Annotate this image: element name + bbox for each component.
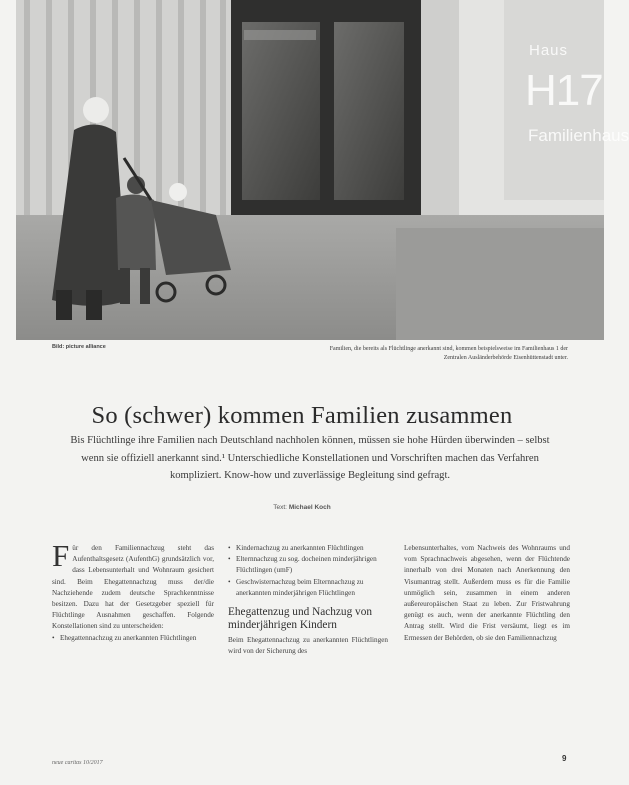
column-3 bbox=[404, 543, 570, 644]
sign-familienhaus-text: Familienhaus bbox=[528, 126, 629, 145]
column-1-bullet-list bbox=[52, 633, 214, 644]
column-1-text: ür den Familiennachzug steht das Aufenthaltsgesetz (AufenthG) grundsätzlich vor, dass Lebensunterhalt und Wohnraum gesichert sind. Beim Ehegattennachzug muss der/die Nachziehende zudem deutsche Sprachkenntnisse besitzen. Dazu hat der Gesetzgeber speziell für Flüchtlinge Ausnahmen geschaffen. Folgende Konstellationen sind zu unterscheiden: bbox=[52, 544, 214, 631]
article-lead: Bis Flüchtlinge ihre Familien nach Deutschland nachholen können, müssen sie hohe Hürden überwinden – selbst wenn sie offiziell anerkannt sind.¹ Unterschiedliche Konstellationen und Vorschriften machen das Verfahren kompliziert. Know-how und zuverlässige Begleitung sind gefragt. bbox=[70, 435, 550, 481]
list-item: • Kindernachzug zu anerkannten Flüchtlingen bbox=[228, 543, 388, 554]
photo-caption: Familien, die bereits als Flüchtlinge anerkannt sind, kommen beispielsweise im Familienhaus 1 der Zentralen Ausländerbehörde Eisenhüttenstadt unter. bbox=[329, 346, 568, 361]
drop-cap: F bbox=[52, 538, 70, 573]
column-3-text: Lebensunterhaltes, vom Nachweis des Wohnraums und vom Sprachnachweis abgesehen, wenn der Flüchtende innerhalb von drei Monaten nach Anerkennung den Visumantrag stellt. Außerdem muss es für die Familie unmöglich sein, zusammen in einem anderen außereuropäischen Staat zu leben. Zur Fristwahrung genügt es auch, wenn der anerkannte Flüchtling den Antrag stellt. Wird die Frist versäumt, liegt es im Ermessen der Behörden, ob sie den Familiennachzug bbox=[404, 544, 570, 642]
article-headline: So (schwer) kommen Familien zusammen bbox=[91, 402, 513, 429]
list-item: • Geschwisternachzug beim Elternnachzug zu anerkannten minderjährigen Flüchtlingen bbox=[228, 577, 388, 599]
article-byline bbox=[0, 504, 604, 511]
page-number: 9 bbox=[562, 754, 567, 763]
column-2-bullet-list bbox=[228, 543, 388, 599]
footer-publication: neue caritas 10/2017 bbox=[52, 760, 103, 766]
sign-h17-text: H17 bbox=[525, 66, 603, 115]
list-item: • Ehegattennachzug zu anerkannten Flüchtlingen bbox=[52, 633, 214, 644]
column-1-intro bbox=[52, 538, 214, 633]
column-2-text: Beim Ehegattennachzug zu anerkannten Flüchtlingen wird von der Sicherung des bbox=[228, 636, 388, 656]
sign-haus-text: Haus bbox=[529, 42, 569, 59]
column-1 bbox=[52, 538, 214, 644]
photo-credit: Bild: picture alliance bbox=[52, 344, 106, 350]
list-item: • Elternnachzug zu sog. docheinen minderjährigen Flüchtlingen (umF) bbox=[228, 554, 388, 576]
byline-author: Michael Koch bbox=[288, 504, 331, 511]
byline-prefix: Text: bbox=[273, 504, 289, 511]
article-photo bbox=[16, 0, 629, 340]
column-2 bbox=[228, 543, 388, 657]
photo-scene bbox=[16, 0, 604, 340]
section-subheading: Ehegattenzug und Nachzug von minderjährigen Kindern bbox=[228, 606, 372, 632]
